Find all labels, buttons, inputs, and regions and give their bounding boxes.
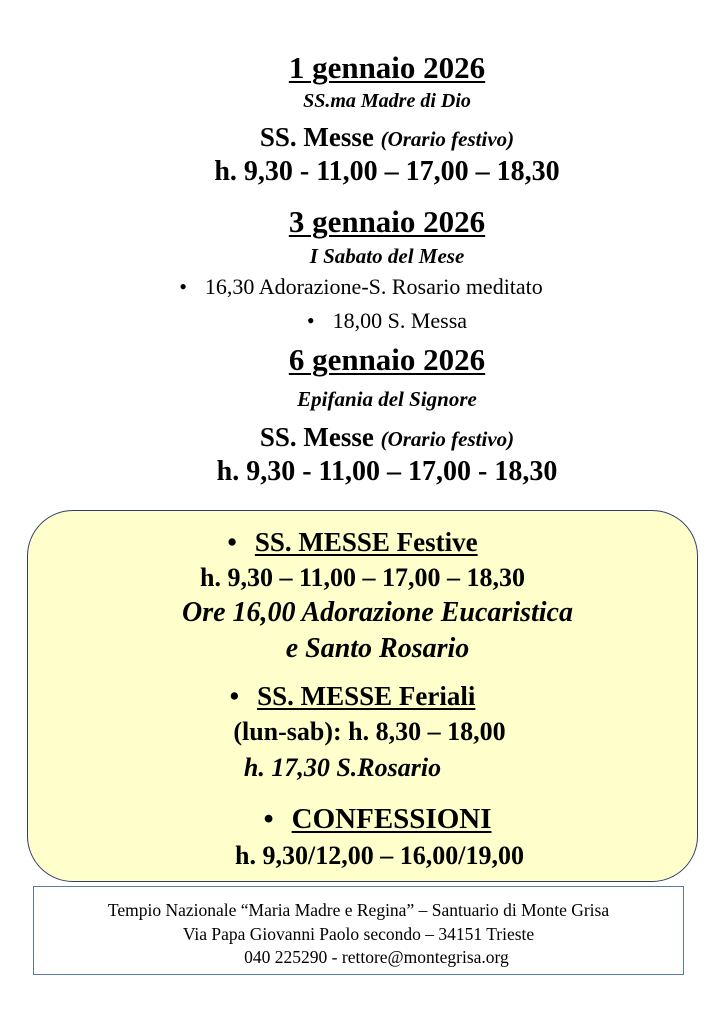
footer-email[interactable]: rettore@montegrisa.org [341, 947, 509, 967]
confession-times: h. 9,30/12,00 – 16,00/19,00 [235, 841, 524, 870]
event1-masses-label: SS. Messe [259, 122, 374, 152]
schedule-box [27, 510, 698, 882]
event2-item-1 [0, 274, 722, 300]
event1-masses-note: (Orario festivo) [380, 127, 515, 151]
festive-times: h. 9,30 – 11,00 – 17,00 – 18,30 [199, 563, 526, 592]
adoration-line2: e Santo Rosario [285, 633, 470, 664]
event1-times: h. 9,30 - 11,00 – 17,00 – 18,30 [214, 156, 560, 187]
event1-feast: SS.ma Madre di Dio [303, 90, 471, 112]
festive-title-text: SS. MESSE Festive [254, 527, 478, 557]
footer-line2: Via Papa Giovanni Paolo secondo – 34151 Trieste [182, 924, 535, 944]
bullet: • [263, 803, 274, 835]
event2-item-text: 16,30 Adorazione-S. Rosario meditato [204, 274, 543, 299]
ferial-times: (lun-sab): h. 8,30 – 18,00 [233, 717, 506, 746]
event3-date: 6 gennaio 2026 [288, 342, 486, 377]
ferial-title-text: SS. MESSE Feriali [257, 681, 476, 711]
event2-item-text: 18,00 S. Messa [332, 308, 468, 333]
event2-date: 3 gennaio 2026 [288, 204, 486, 239]
event3-times: h. 9,30 - 11,00 – 17,00 - 18,30 [216, 456, 558, 487]
bullet: • [179, 274, 187, 299]
confession-title [58, 803, 697, 836]
footer-phone: 040 225290 - [244, 947, 338, 967]
rosary-times: h. 17,30 S.Rosario [243, 753, 442, 782]
event3-feast: Epifania del Signore [297, 387, 477, 411]
event1-date: 1 gennaio 2026 [288, 50, 486, 85]
event2-feast: I Sabato del Mese [309, 244, 465, 268]
festive-title [8, 527, 697, 558]
event3-masses-note: (Orario festivo) [380, 427, 515, 451]
footer-line1: Tempio Nazionale “Maria Madre e Regina” – Santuario di Monte Grisa [107, 900, 610, 920]
event3-masses [52, 422, 722, 453]
ferial-title [8, 681, 697, 712]
bullet: • [227, 527, 237, 557]
bullet: • [306, 308, 315, 333]
bullet: • [229, 681, 240, 711]
footer-box [33, 886, 684, 975]
adoration-line1: Ore 16,00 Adorazione Eucaristica [182, 597, 573, 628]
event3-masses-label: SS. Messe [259, 422, 374, 452]
event2-item-2 [52, 308, 722, 334]
event1-masses [52, 122, 722, 153]
confession-title-text: CONFESSIONI [291, 803, 492, 835]
footer-contact [70, 947, 683, 968]
